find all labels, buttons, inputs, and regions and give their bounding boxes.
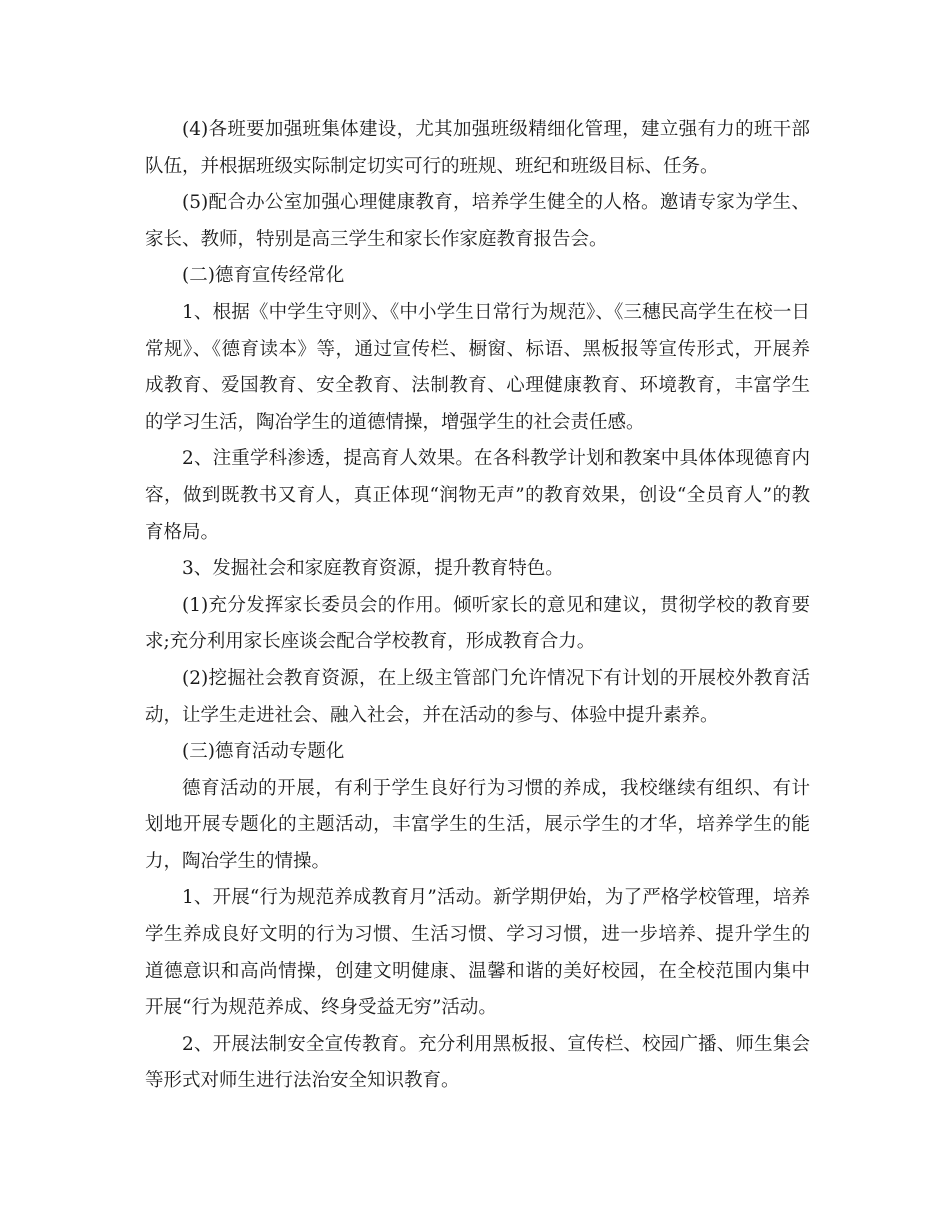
section-heading-activities: (三)德育活动专题化 [182,741,345,763]
paragraph-family-resources: 3、发掘社会和家庭教育资源，提升教育特色。 [182,558,564,580]
paragraph-legal-safety: 2、开展法制安全宣传教育。充分利用黑板报、宣传栏、校园广播、师生集会等形式对师生进行法治安全知识教育。 [145,1033,810,1092]
paragraph-class-collective-building: (4)各班要加强班集体建设，尤其加强班级精细化管理，建立强有力的班干部队伍，并根据班级实际制定切实可行的班规、班纪和班级目标、任务。 [145,119,810,177]
paragraph-parent-committee: (1)充分发挥家长委员会的作用。倾听家长的意见和建议，贯彻学校的教育要求;充分利用家长座谈会配合学校教育，形成教育合力。 [145,594,810,653]
section-heading-publicity: (二)德育宣传经常化 [182,265,345,287]
paragraph-subject-infiltration: 2、注重学科渗透，提高育人效果。在各科教学计划和教案中具体体现德育内容，做到既教书又育人，真正体现“润物无声”的教育效果，创设“全员育人”的教育格局。 [145,448,810,543]
paragraph-publicity-forms: 1、根据《中学生守则》、《中小学生日常行为规范》、《三穗民高学生在校一日常规》、《德育读本》等，通过宣传栏、橱窗、标语、黑板报等宣传形式，开展养成教育、爱国教育、安全教育、法制教育、心理健康教育、环境教育，丰富学生的学习生活，陶冶学生的道德情操，增强学生的社会责任感。 [145,301,810,433]
paragraph-activities-intro: 德育活动的开展，有利于学生良好行为习惯的养成，我校继续有组织、有计划地开展专题化的主题活动，丰富学生的生活，展示学生的才华，培养学生的能力，陶冶学生的情操。 [145,777,810,872]
paragraph-social-resources: (2)挖掘社会教育资源，在上级主管部门允许情况下有计划的开展校外教育活动，让学生走进社会、融入社会，并在活动的参与、体验中提升素养。 [145,667,810,726]
paragraph-mental-health-education: (5)配合办公室加强心理健康教育，培养学生健全的人格。邀请专家为学生、家长、教师，特别是高三学生和家长作家庭教育报告会。 [145,192,810,250]
document-body [145,112,810,1100]
paragraph-behavior-month: 1、开展“行为规范养成教育月”活动。新学期伊始，为了严格学校管理，培养学生养成良好文明的行为习惯、生活习惯、学习习惯，进一步培养、提升学生的道德意识和高尚情操，创建文明健康、温馨和谐的美好校园，在全校范围内集中开展“行为规范养成、终身受益无穷”活动。 [145,887,810,1019]
